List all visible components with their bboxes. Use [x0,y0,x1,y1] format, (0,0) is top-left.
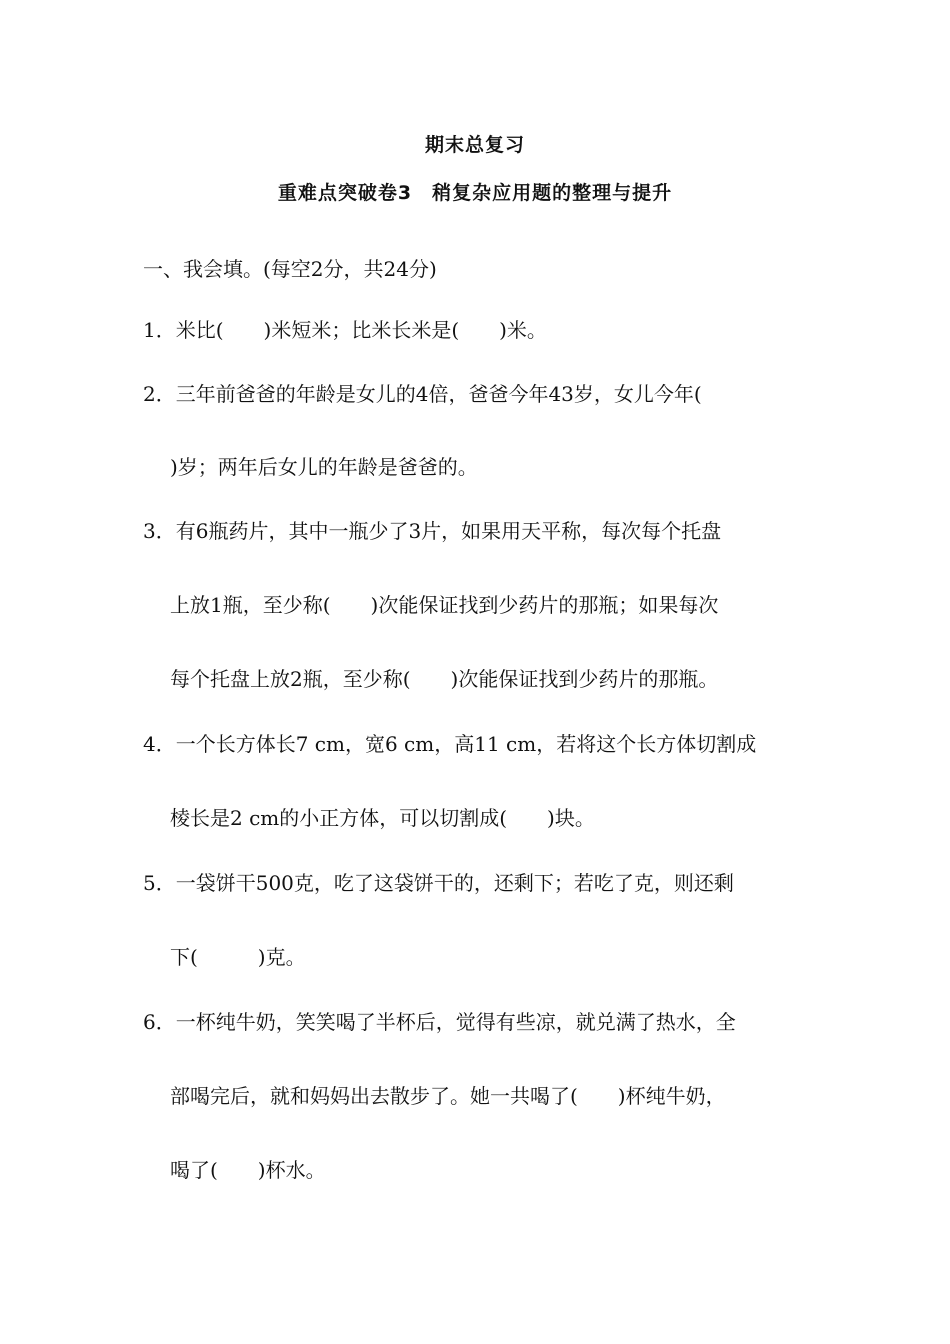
question-3-line-3: 每个托盘上放2瓶，至少称( )次能保证找到少药片的那瓶。 [170,667,719,691]
question-6-line-3: 喝了( )杯水。 [170,1158,326,1182]
question-4-line-2: 棱长是2 cm的小正方体，可以切割成( )块。 [170,806,595,830]
question-1-line-1: 1．米比( )米短米；比米长米是( )米。 [143,318,547,342]
question-3-line-2: 上放1瓶，至少称( )次能保证找到少药片的那瓶；如果每次 [170,593,719,617]
question-4-line-1: 4．一个长方体长7 cm，宽6 cm，高11 cm，若将这个长方体切割成 [143,732,757,756]
section-heading: 一、我会填。(每空2分，共24分) [143,257,437,281]
question-5-line-2: 下( )克。 [170,945,306,969]
question-6-line-1: 6．一杯纯牛奶，笑笑喝了半杯后，觉得有些凉，就兑满了热水，全 [143,1010,736,1034]
question-6-line-2: 部喝完后，就和妈妈出去散步了。她一共喝了( )杯纯牛奶， [170,1084,726,1108]
question-5-line-1: 5．一袋饼干500克，吃了这袋饼干的，还剩下；若吃了克，则还剩 [143,871,734,895]
question-2-line-1: 2．三年前爸爸的年龄是女儿的4倍，爸爸今年43岁，女儿今年( [143,382,702,406]
question-3-line-1: 3．有6瓶药片，其中一瓶少了3片，如果用天平称，每次每个托盘 [143,519,722,543]
page-subtitle: 重难点突破卷3 稍复杂应用题的整理与提升 [277,182,673,204]
question-2-line-2: )岁；两年后女儿的年龄是爸爸的。 [170,455,478,479]
page-title: 期末总复习 [424,134,525,156]
